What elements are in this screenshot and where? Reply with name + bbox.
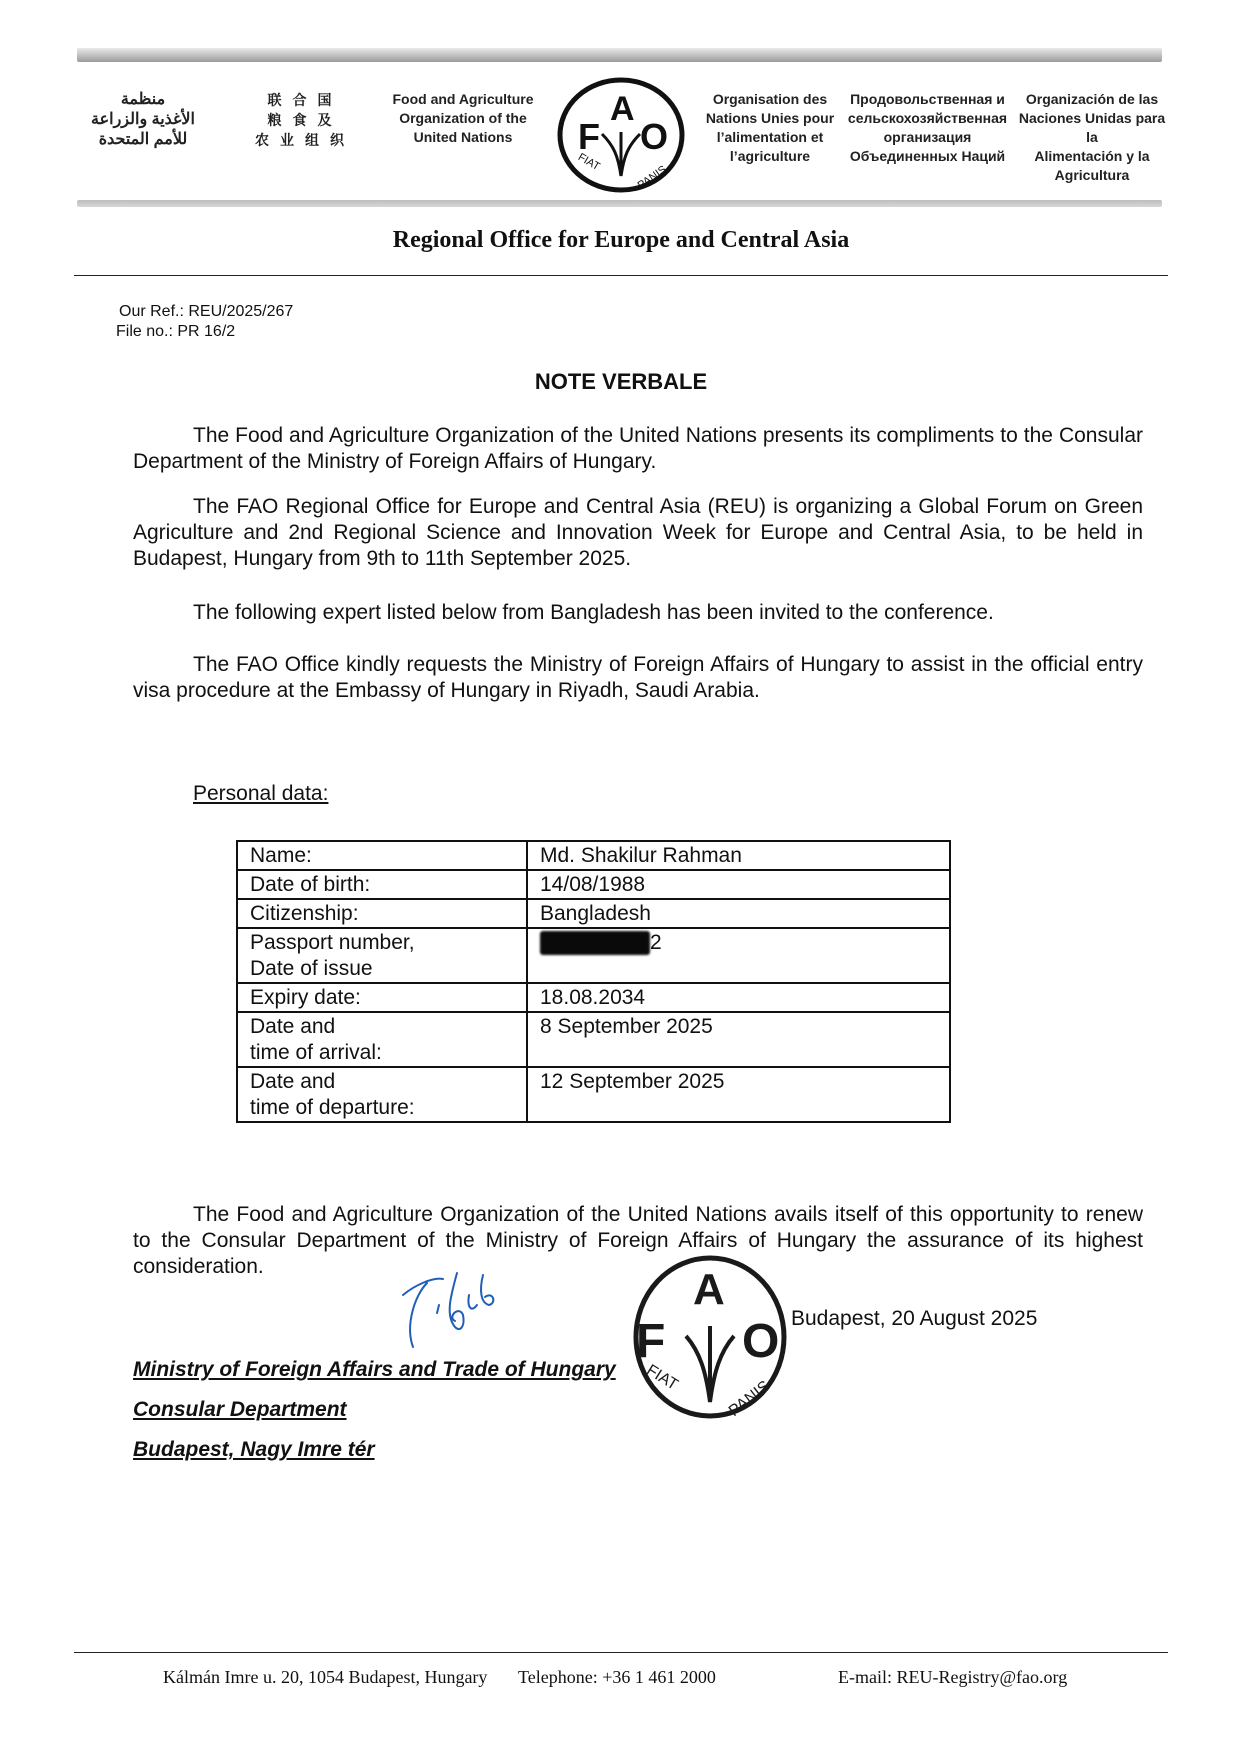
footer-address: Kálmán Imre u. 20, 1054 Budapest, Hungary [163,1667,488,1687]
stamp-motto-panis: PANIS [725,1377,774,1421]
letterhead-arabic: منظمة الأغذية والزراعة للأمم المتحدة [91,91,195,148]
personal-data-value: 18.08.2034 [527,983,950,1012]
paragraph-closing: The Food and Agriculture Organization of the United Nations avails itself of this opportunity to renew to the Consular Department of the Ministry of Foreign Affairs of Hungary the assurance of its highest consideration. [133,1203,1143,1278]
fao-logo-motto-fiat: FIAT [575,151,602,174]
personal-data-value: 8 September 2025 [527,1012,950,1067]
personal-data-row [237,870,950,899]
letterhead-spanish: Organización de las Naciones Unidas para la Alimentación y la Agricultura [1018,91,1166,183]
place-date: Budapest, 20 August 2025 [791,1307,1038,1330]
addressee-ministry: Ministry of Foreign Affairs and Trade of Hungary [133,1358,616,1381]
stamp-motto-fiat: FIAT [643,1361,681,1394]
personal-data-heading: Personal data: [193,782,329,805]
paragraph-compliments: The Food and Agriculture Organization of the United Nations presents its compliments to the Consular Department of the Ministry of Foreign Affairs of Hungary. [133,424,1143,473]
addressee-department: Consular Department [133,1398,347,1421]
fao-stamp [630,1252,790,1422]
fao-logo-letter-o: O [640,116,669,157]
letterhead-russian: Продовольственная и сельскохозяйственная организация Объединенных Наций [847,91,1008,164]
personal-data-value: 2 [527,928,950,983]
letterhead-chinese: 联合国 粮食及 农业组织 [255,92,355,148]
stamp-wheat-icon [686,1326,734,1402]
personal-data-row [237,1012,950,1067]
fao-logo-letter-a: A [610,90,635,128]
wheat-ear-icon [602,132,640,176]
personal-data-label: Name: [237,841,527,870]
office-title: Regional Office for Europe and Central Asia [392,227,850,253]
our-reference: Our Ref.: REU/2025/267 [119,303,294,320]
personal-data-value: 14/08/1988 [527,870,950,899]
personal-data-label: Date and time of arrival: [237,1012,527,1067]
addressee-location: Budapest, Nagy Imre tér [133,1438,375,1461]
footer-telephone: Telephone: +36 1 461 2000 [518,1667,716,1687]
letterhead-top-bar [77,48,1162,62]
personal-data-label: Passport number, Date of issue [237,928,527,983]
stamp-letter-o: O [742,1315,780,1368]
personal-data-label: Date and time of departure: [237,1067,527,1122]
personal-data-row [237,928,950,983]
paragraph-event: The FAO Regional Office for Europe and Central Asia (REU) is organizing a Global Forum on Green Agriculture and 2nd Regional Science and Innovation Week for Europe and Central Asia, to be held in Budapest, Hungary from 9th to 11th September 2025. [133,495,1143,570]
paragraph-expert: The following expert listed below from Bangladesh has been invited to the conference. [193,601,994,624]
signature [385,1255,525,1355]
letterhead-english: Food and Agriculture Organization of the United Nations [392,91,534,145]
personal-data-row [237,983,950,1012]
letterhead-bottom-bar [77,200,1162,207]
letterhead-french: Organisation des Nations Unies pour l’alimentation et l’agriculture [705,91,835,164]
personal-data-row [237,899,950,928]
fao-logo-letter-f: F [578,116,600,157]
personal-data-label: Date of birth: [237,870,527,899]
personal-data-row [237,1067,950,1122]
personal-data-label: Citizenship: [237,899,527,928]
personal-data-label: Expiry date: [237,983,527,1012]
redaction-mark [540,931,650,955]
personal-data-table [236,840,951,1123]
footer-rule [74,1652,1168,1653]
personal-data-row [237,841,950,870]
personal-data-value: Bangladesh [527,899,950,928]
note-title: NOTE VERBALE [534,369,708,394]
header-rule [74,275,1168,276]
personal-data-value: 12 September 2025 [527,1067,950,1122]
personal-data-value: Md. Shakilur Rahman [527,841,950,870]
footer-email: E-mail: REU-Registry@fao.org [838,1667,1068,1687]
paragraph-request: The FAO Office kindly requests the Ministry of Foreign Affairs of Hungary to assist in the official entry visa procedure at the Embassy of Hungary in Riyadh, Saudi Arabia. [133,653,1143,702]
fao-logo [556,76,686,194]
file-number: File no.: PR 16/2 [116,323,236,340]
stamp-letter-f: F [636,1315,666,1368]
stamp-letter-a: A [693,1265,725,1314]
fao-logo-motto-panis: PANIS [635,163,669,192]
